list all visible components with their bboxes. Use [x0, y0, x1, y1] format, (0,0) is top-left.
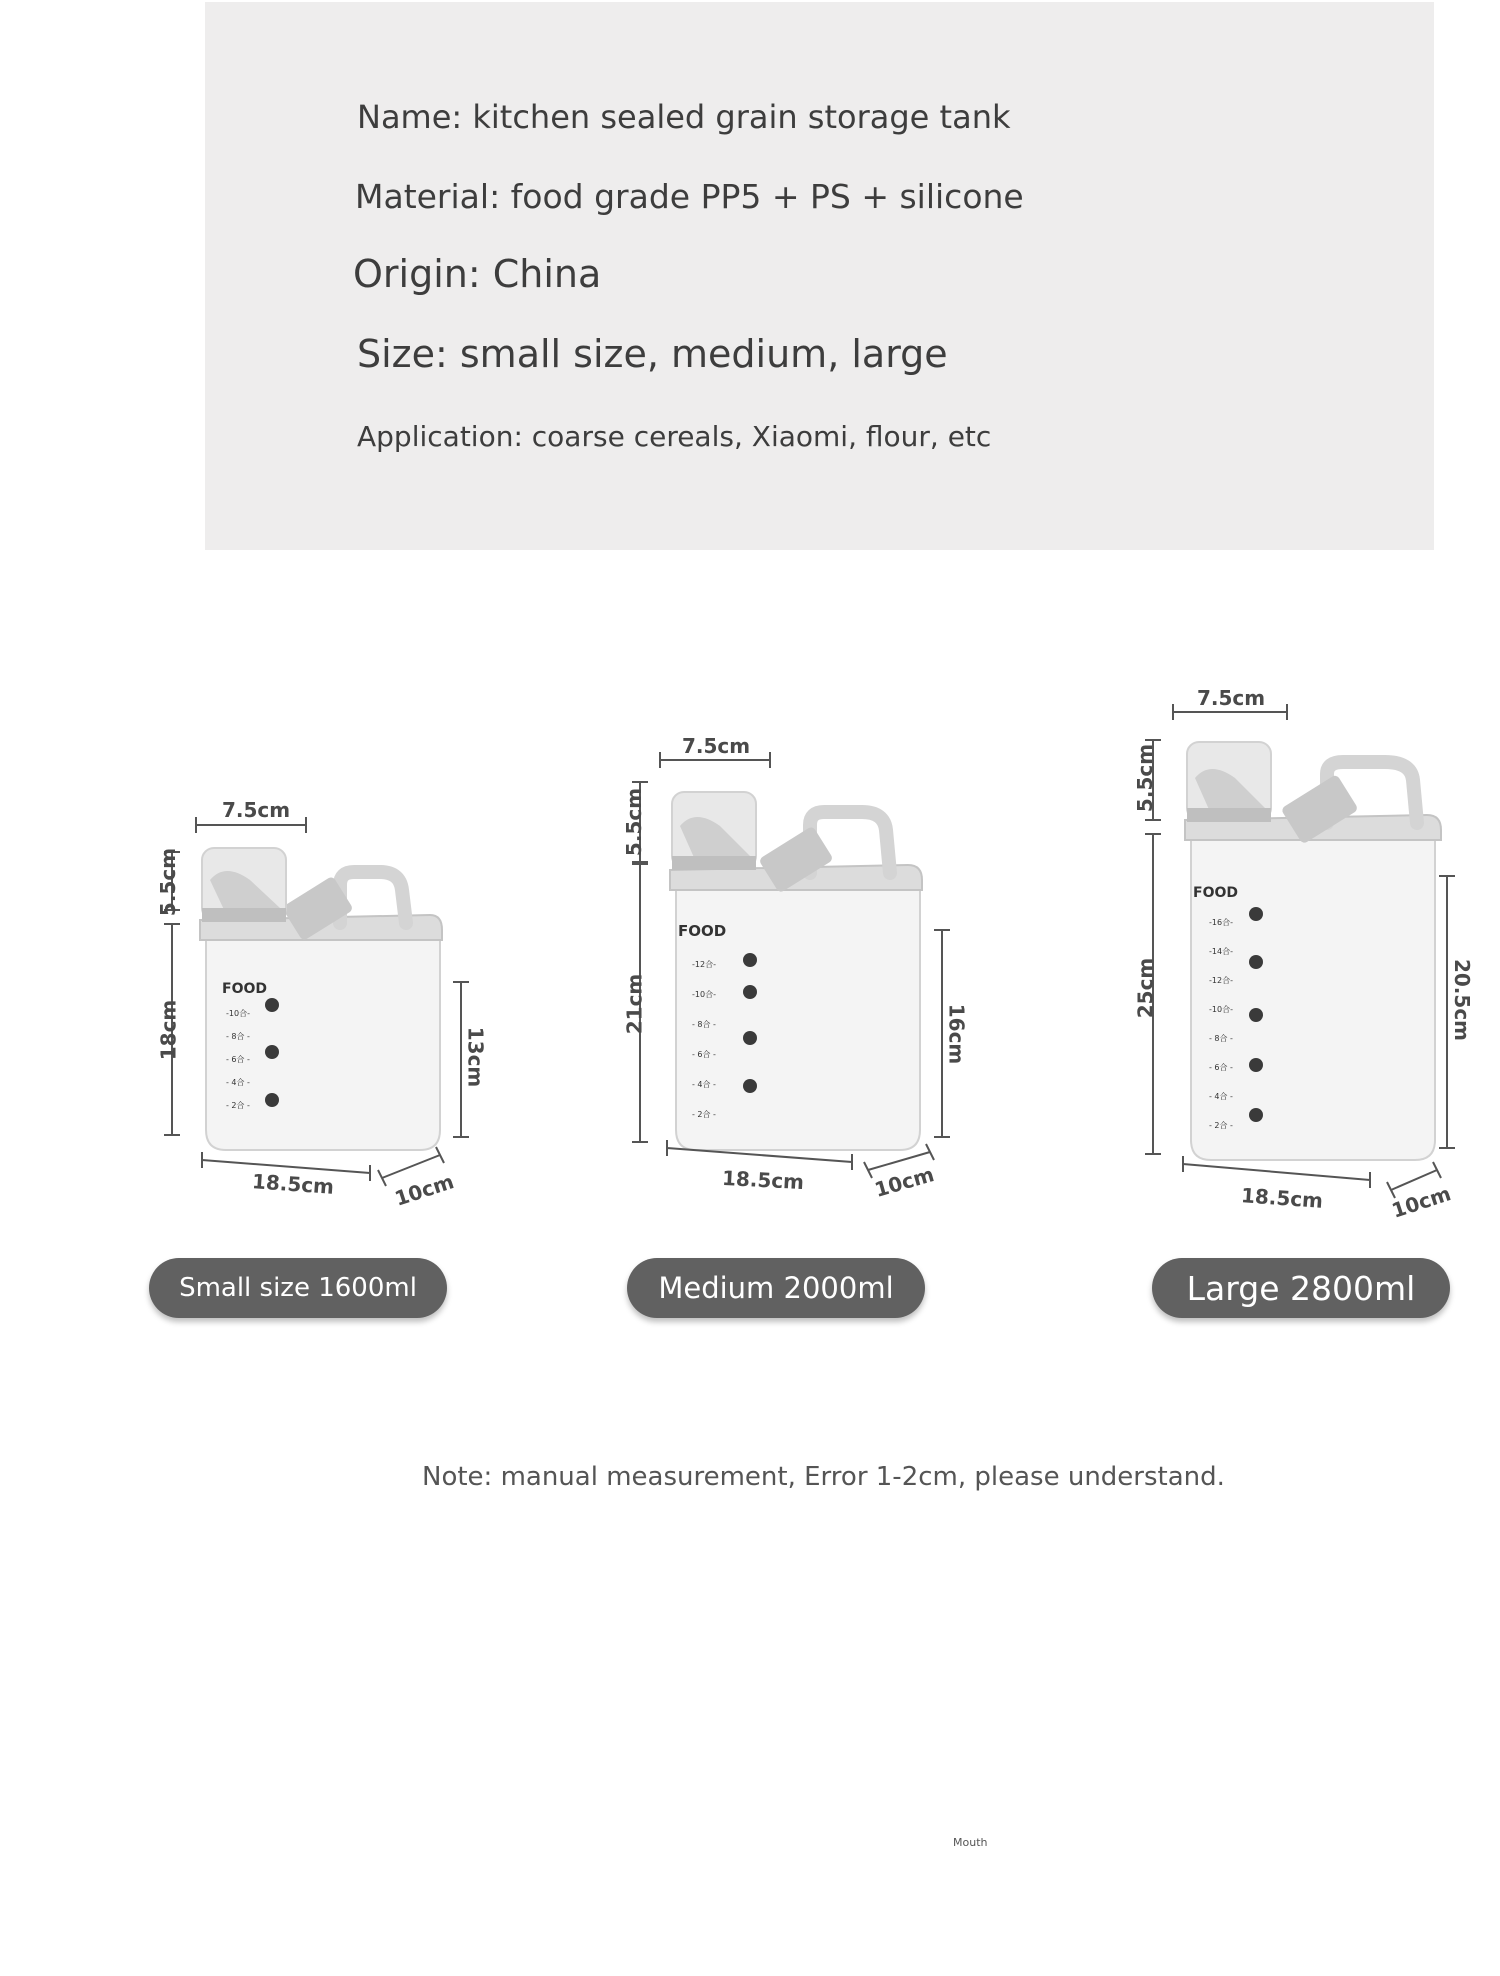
medium-side-height: 16cm: [944, 1003, 969, 1065]
small-length: 18.5cm: [251, 1169, 335, 1199]
large-lid-height: 5.5cm: [1133, 743, 1158, 813]
medium-length: 18.5cm: [721, 1165, 805, 1195]
large-depth: 10cm: [1388, 1181, 1454, 1223]
medium-container-illustration: [600, 730, 960, 1210]
small-lid-height: 5.5cm: [156, 847, 181, 917]
large-brand: FOOD: [1193, 885, 1238, 901]
spec-origin: Origin: China: [353, 252, 602, 296]
small-side-height: 13cm: [463, 1026, 488, 1088]
large-body-height: 25cm: [1133, 957, 1158, 1019]
medium-lid-height: 5.5cm: [622, 787, 647, 857]
large-length: 18.5cm: [1240, 1183, 1324, 1213]
footer-word: Mouth: [953, 1836, 988, 1849]
spec-application: Application: coarse cereals, Xiaomi, flour, etc: [357, 420, 992, 453]
small-lid-width: 7.5cm: [222, 798, 291, 822]
product-large: [1115, 670, 1485, 1234]
large-side-height: 20.5cm: [1450, 958, 1475, 1042]
product-small: [130, 790, 488, 1214]
small-capacity-label: Small size 1600ml: [149, 1258, 447, 1318]
large-scale: -16合- -14合- -12合- -10合- - 8合 - - 6合 - - 4合 - - 2合 -: [1209, 918, 1233, 1130]
small-depth: 10cm: [391, 1169, 457, 1211]
medium-body-height: 21cm: [622, 973, 647, 1035]
spec-name: Name: kitchen sealed grain storage tank: [357, 98, 1011, 136]
spec-size: Size: small size, medium, large: [357, 332, 948, 376]
medium-depth: 10cm: [871, 1162, 937, 1202]
medium-scale: -12合- -10合- - 8合 - - 6合 - - 4合 - - 2合 -: [692, 960, 716, 1119]
large-capacity-label: Large 2800ml: [1152, 1258, 1450, 1318]
medium-brand: FOOD: [678, 922, 727, 940]
small-scale: -10合- - 8合 - - 6合 - - 4合 - - 2合 -: [226, 1009, 250, 1110]
large-container-illustration: [1115, 670, 1485, 1230]
small-container-illustration: [130, 790, 470, 1210]
medium-lid-width: 7.5cm: [682, 734, 751, 758]
small-body-height: 18cm: [156, 999, 181, 1061]
small-brand: FOOD: [222, 981, 267, 997]
large-lid-width: 7.5cm: [1197, 686, 1266, 710]
measurement-note: Note: manual measurement, Error 1-2cm, please understand.: [422, 1462, 1225, 1492]
product-medium: [600, 730, 969, 1214]
spec-material: Material: food grade PP5 + PS + silicone: [355, 177, 1024, 216]
medium-capacity-label: Medium 2000ml: [627, 1258, 925, 1318]
